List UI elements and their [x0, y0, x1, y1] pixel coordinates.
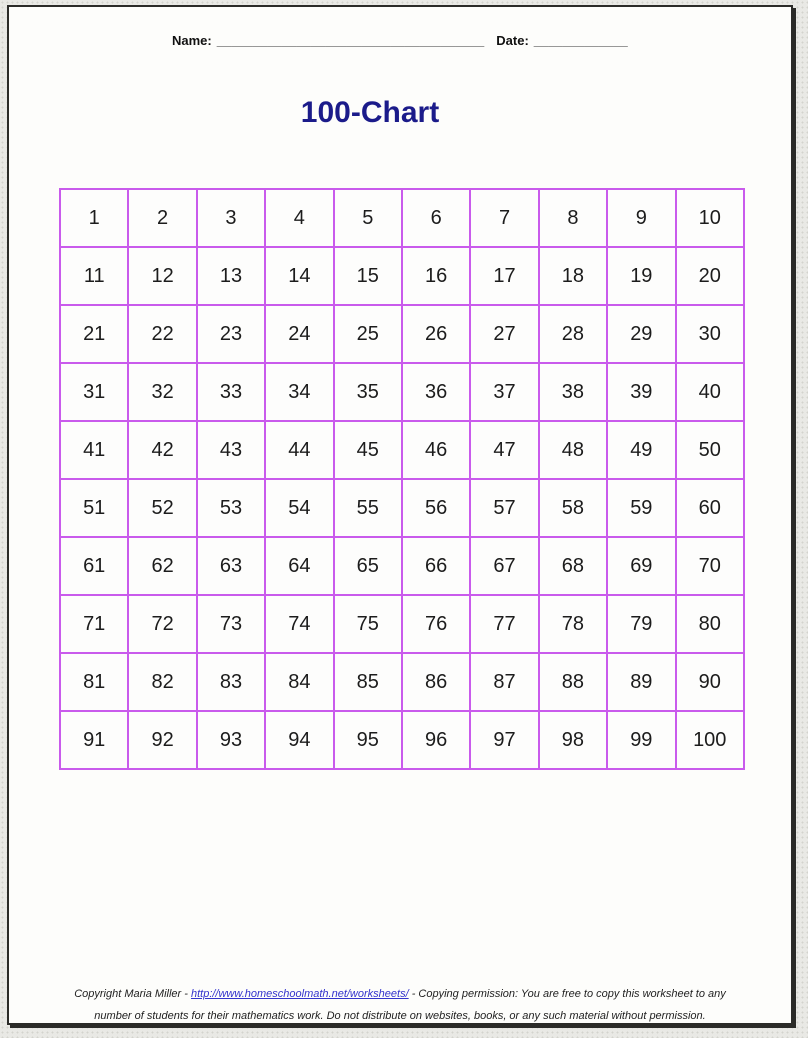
- grid-cell: 98: [539, 711, 607, 769]
- grid-cell: 23: [197, 305, 265, 363]
- grid-cell: 12: [128, 247, 196, 305]
- grid-cell: 6: [402, 189, 470, 247]
- grid-cell: 61: [60, 537, 128, 595]
- grid-cell: 2: [128, 189, 196, 247]
- grid-cell: 80: [676, 595, 744, 653]
- grid-cell: 68: [539, 537, 607, 595]
- grid-cell: 19: [607, 247, 675, 305]
- grid-cell: 87: [470, 653, 538, 711]
- grid-cell: 18: [539, 247, 607, 305]
- footer-permission-text: - Copying permission: You are free to copy this worksheet to any: [408, 988, 726, 1000]
- grid-cell: 53: [197, 479, 265, 537]
- hundred-chart-grid: [59, 188, 745, 770]
- grid-cell: 17: [470, 247, 538, 305]
- grid-cell: 92: [128, 711, 196, 769]
- grid-cell: 4: [265, 189, 333, 247]
- grid-cell: 7: [470, 189, 538, 247]
- grid-cell: 72: [128, 595, 196, 653]
- grid-cell: 50: [676, 421, 744, 479]
- grid-cell: 89: [607, 653, 675, 711]
- grid-row: [60, 595, 744, 653]
- page-title: 100-Chart: [300, 96, 440, 129]
- grid-cell: 63: [197, 537, 265, 595]
- grid-cell: 22: [128, 305, 196, 363]
- grid-cell: 41: [60, 421, 128, 479]
- grid-cell: 88: [539, 653, 607, 711]
- grid-cell: 45: [334, 421, 402, 479]
- grid-cell: 86: [402, 653, 470, 711]
- grid-cell: 99: [607, 711, 675, 769]
- grid-cell: 37: [470, 363, 538, 421]
- grid-cell: 57: [470, 479, 538, 537]
- grid-cell: 83: [197, 653, 265, 711]
- grid-cell: 36: [402, 363, 470, 421]
- grid-cell: 26: [402, 305, 470, 363]
- grid-cell: 77: [470, 595, 538, 653]
- grid-cell: 8: [539, 189, 607, 247]
- grid-cell: 38: [539, 363, 607, 421]
- grid-cell: 65: [334, 537, 402, 595]
- hundred-chart-grid-body: [60, 189, 744, 769]
- grid-cell: 43: [197, 421, 265, 479]
- grid-row: [60, 711, 744, 769]
- grid-cell: 40: [676, 363, 744, 421]
- grid-cell: 78: [539, 595, 607, 653]
- grid-cell: 13: [197, 247, 265, 305]
- grid-cell: 85: [334, 653, 402, 711]
- grid-cell: 47: [470, 421, 538, 479]
- grid-cell: 48: [539, 421, 607, 479]
- grid-cell: 59: [607, 479, 675, 537]
- grid-cell: 55: [334, 479, 402, 537]
- copyright-footer: [9, 983, 791, 1027]
- grid-cell: 73: [197, 595, 265, 653]
- grid-cell: 84: [265, 653, 333, 711]
- grid-cell: 10: [676, 189, 744, 247]
- grid-cell: 81: [60, 653, 128, 711]
- grid-cell: 51: [60, 479, 128, 537]
- grid-cell: 32: [128, 363, 196, 421]
- grid-cell: 96: [402, 711, 470, 769]
- grid-cell: 9: [607, 189, 675, 247]
- footer-copyright-text: Copyright Maria Miller -: [74, 988, 191, 1000]
- grid-row: [60, 421, 744, 479]
- grid-cell: 49: [607, 421, 675, 479]
- grid-cell: 3: [197, 189, 265, 247]
- grid-cell: 34: [265, 363, 333, 421]
- name-date-header: [172, 33, 628, 48]
- grid-cell: 31: [60, 363, 128, 421]
- grid-cell: 46: [402, 421, 470, 479]
- grid-cell: 14: [265, 247, 333, 305]
- grid-cell: 67: [470, 537, 538, 595]
- grid-cell: 21: [60, 305, 128, 363]
- grid-row: [60, 537, 744, 595]
- grid-cell: 93: [197, 711, 265, 769]
- grid-row: [60, 479, 744, 537]
- grid-cell: 44: [265, 421, 333, 479]
- grid-cell: 25: [334, 305, 402, 363]
- grid-row: [60, 653, 744, 711]
- name-blank-line: _____________________________________: [216, 33, 485, 48]
- footer-line-1: [9, 983, 791, 1005]
- grid-cell: 95: [334, 711, 402, 769]
- grid-cell: 64: [265, 537, 333, 595]
- name-label: Name:: [172, 33, 212, 48]
- grid-cell: 27: [470, 305, 538, 363]
- grid-cell: 5: [334, 189, 402, 247]
- grid-cell: 35: [334, 363, 402, 421]
- grid-cell: 56: [402, 479, 470, 537]
- grid-cell: 16: [402, 247, 470, 305]
- grid-cell: 62: [128, 537, 196, 595]
- grid-cell: 42: [128, 421, 196, 479]
- grid-cell: 75: [334, 595, 402, 653]
- grid-cell: 76: [402, 595, 470, 653]
- grid-cell: 24: [265, 305, 333, 363]
- grid-cell: 97: [470, 711, 538, 769]
- grid-row: [60, 189, 744, 247]
- grid-cell: 15: [334, 247, 402, 305]
- grid-cell: 30: [676, 305, 744, 363]
- grid-cell: 1: [60, 189, 128, 247]
- grid-cell: 94: [265, 711, 333, 769]
- grid-cell: 54: [265, 479, 333, 537]
- date-blank-line: _____________: [533, 33, 628, 48]
- grid-cell: 82: [128, 653, 196, 711]
- grid-cell: 79: [607, 595, 675, 653]
- grid-cell: 58: [539, 479, 607, 537]
- grid-cell: 91: [60, 711, 128, 769]
- grid-cell: 52: [128, 479, 196, 537]
- grid-cell: 33: [197, 363, 265, 421]
- grid-cell: 100: [676, 711, 744, 769]
- grid-cell: 71: [60, 595, 128, 653]
- grid-row: [60, 363, 744, 421]
- grid-cell: 66: [402, 537, 470, 595]
- grid-cell: 69: [607, 537, 675, 595]
- grid-cell: 70: [676, 537, 744, 595]
- grid-cell: 74: [265, 595, 333, 653]
- grid-cell: 11: [60, 247, 128, 305]
- grid-row: [60, 305, 744, 363]
- grid-cell: 20: [676, 247, 744, 305]
- footer-line-2: number of students for their mathematics work. Do not distribute on websites, books, or any such material without permission.: [94, 1010, 706, 1022]
- grid-cell: 60: [676, 479, 744, 537]
- grid-cell: 90: [676, 653, 744, 711]
- grid-cell: 29: [607, 305, 675, 363]
- date-label: Date:: [496, 33, 529, 48]
- homeschoolmath-link[interactable]: http://www.homeschoolmath.net/worksheets/: [190, 988, 409, 1000]
- grid-cell: 28: [539, 305, 607, 363]
- grid-cell: 39: [607, 363, 675, 421]
- grid-row: [60, 247, 744, 305]
- worksheet-page: [7, 5, 793, 1025]
